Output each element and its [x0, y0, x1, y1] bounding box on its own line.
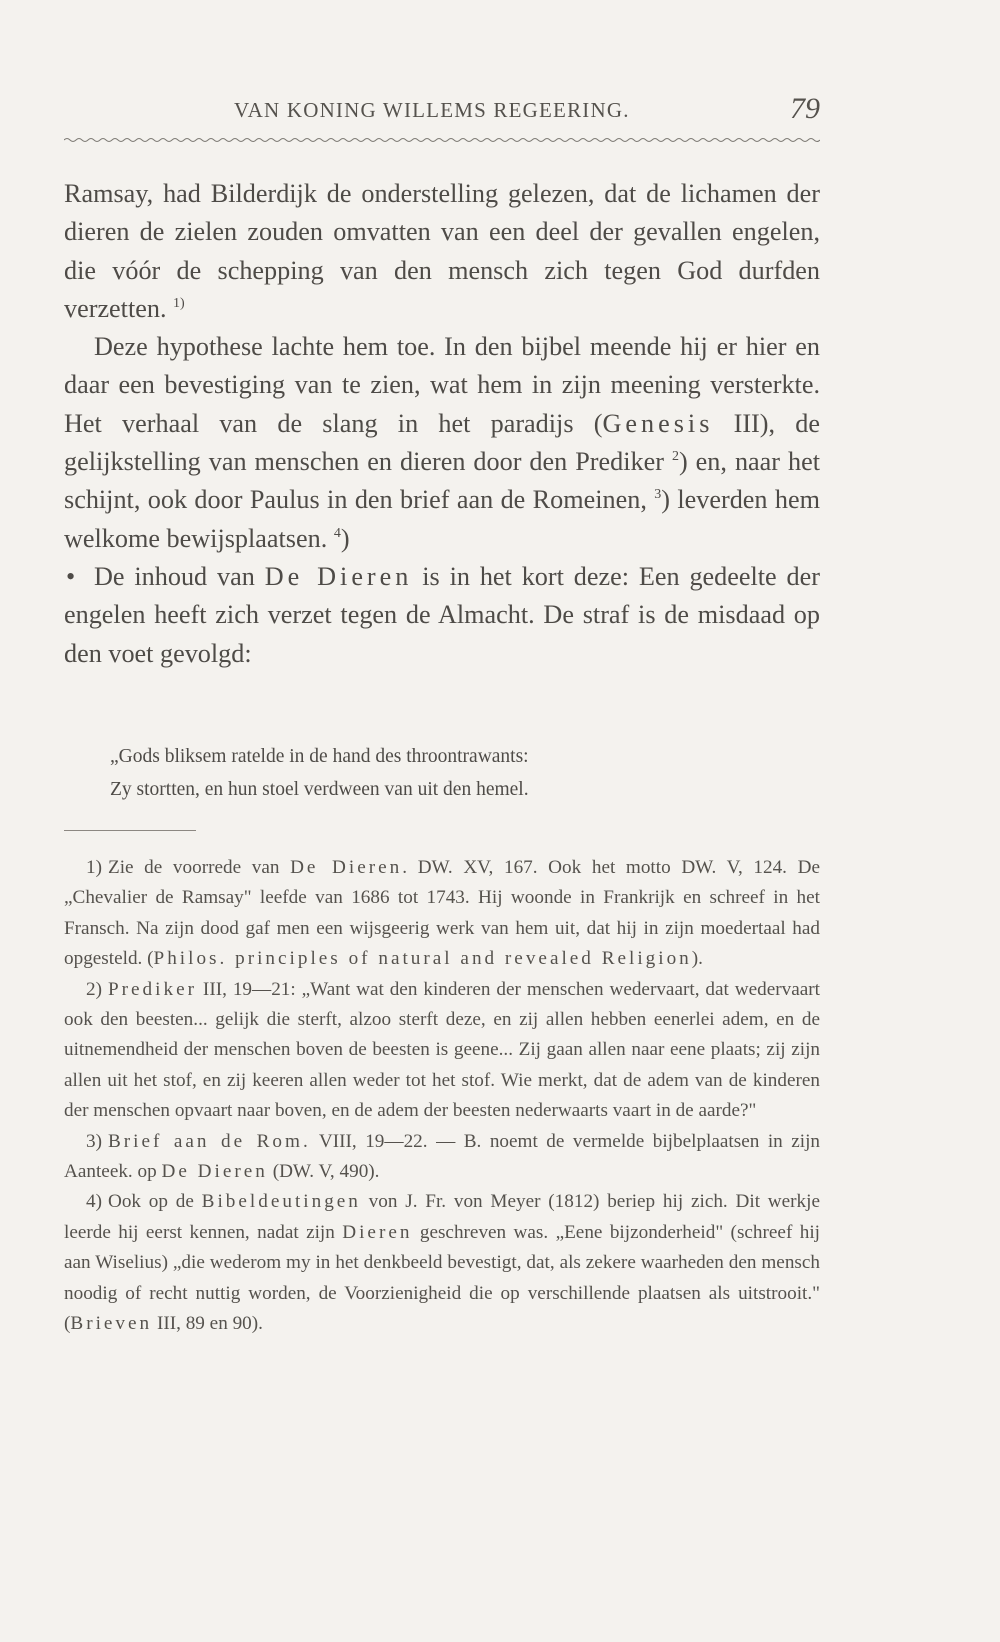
emphasis-title: De Dieren: [161, 1161, 268, 1183]
footnotes: [64, 853, 820, 1340]
footnote-number: 4): [86, 1191, 102, 1213]
running-head: [64, 92, 820, 132]
footnote-ref: 3: [654, 487, 662, 503]
verse-quote: [110, 740, 810, 806]
emphasis-de-dieren: De Dieren: [264, 561, 413, 591]
emphasis-book: Prediker: [107, 978, 197, 1000]
emphasis-ref: Brief aan de Rom.: [107, 1130, 311, 1152]
paragraph-3: • De inhoud van De Dieren is in het kort deze: Een gedeelte der engelen heeft zich verzet tegen de Almacht. De straf is de misdaad op den voet gevolgd:: [64, 558, 820, 673]
running-title: VAN KONING WILLEMS REGEERING.: [234, 98, 630, 122]
emphasis-genesis: Genesis: [602, 408, 714, 438]
footnote-ref: 2: [671, 449, 679, 465]
verse-line-2: Zy stortten, en hun stoel verdween van uit den hemel.: [110, 779, 529, 800]
footnote-3: 3) Brief aan de Rom. VIII, 19—22. — B. noemt de vermelde bijbelplaatsen in zijn Aanteek. op De Dieren (DW. V, 490).: [64, 1130, 821, 1183]
footnote-1: 1) Zie de voorrede van De Dieren. DW. XV, 167. Ook het motto DW. V, 124. De „Chevalier de Ramsay" leefde van 1686 tot 1743. Hij woonde in Frankrijk en schreef in het Fransch. Na zijn dood gaf men een wijsgeerig werk van hem uit, dat hij in zijn moedertaal had opgesteld. (Philos. principles of natural and revealed Religion).: [64, 857, 820, 970]
footnote-ref: 4: [333, 525, 341, 541]
footnote-number: 2): [86, 978, 102, 1000]
emphasis-work: Bibeldeutingen: [201, 1191, 361, 1213]
ornamental-rule: [64, 132, 820, 146]
footnote-ref: 1): [173, 295, 185, 311]
footnote-number: 3): [86, 1130, 102, 1152]
paragraph-text: Ramsay, had Bilderdijk de onderstelling gelezen, dat de lichamen der dieren de zielen zouden omvatten van een deel der gevallen engelen, die vóór de schepping van den mensch zich tegen God durfden verzetten.: [64, 179, 820, 323]
paragraph-1: [64, 175, 820, 328]
emphasis-work: Philos. principles of natural and revealed Religion: [153, 948, 692, 970]
footnote-4: 4) Ook op de Bibeldeutingen von J. Fr. von Meyer (1812) beriep hij zich. Dit werkje leerde hij eerst kennen, nadat zijn Dieren geschreven was. „Eene bijzonderheid" (schreef hij aan Wiselius) „die wederom my in het denkbeeld bevestigt, dat, als zekere waarheden den mensch noodig of recht nuttig worden, de Voorzienigheid die op verschillende plaatsen als uitstrooit." (Brieven III, 89 en 90).: [64, 1191, 821, 1335]
bullet-mark: •: [66, 561, 76, 591]
verse-line-1: „Gods bliksem ratelde in de hand des throontrawants:: [110, 746, 529, 767]
footnote-number: 1): [86, 857, 102, 878]
emphasis-letters: Brieven: [70, 1313, 153, 1335]
page-number: 79: [790, 92, 820, 125]
footnote-2: 2) Prediker III, 19—21: „Want wat den kinderen der menschen wedervaart, dat wedervaart ook den beesten... gelijk die sterft, alzoo sterft deze, en zij allen hebben eenerlei adem, en de uitnemendheid der menschen boven de beesten is geene... Zij gaan allen naar eene plaats; zij zijn allen uit het stof, en zij keeren allen weder tot het stof. Wie merkt, dat de adem van de kinderen der menschen opvaart naar boven, en de adem der beesten nederwaarts vaart in de aarde?": [64, 978, 820, 1122]
main-text: [64, 175, 820, 673]
emphasis-title: De Dieren: [290, 857, 403, 878]
emphasis-title: Dieren: [342, 1221, 413, 1243]
footnote-divider: [64, 830, 196, 831]
paragraph-2: Deze hypothese lachte hem toe. In den bijbel meende hij er hier en daar een bevestiging van te zien, wat hem in zijn meening versterkte. Het verhaal van de slang in het paradijs (Genesis III), de gelijkstelling van menschen en dieren door den Prediker $^2$) en, naar het schijnt, ook door Paulus in den brief aan de Romeinen, $^3$) leverden hem welkome bewijsplaatsen. $^4$): [64, 332, 820, 553]
